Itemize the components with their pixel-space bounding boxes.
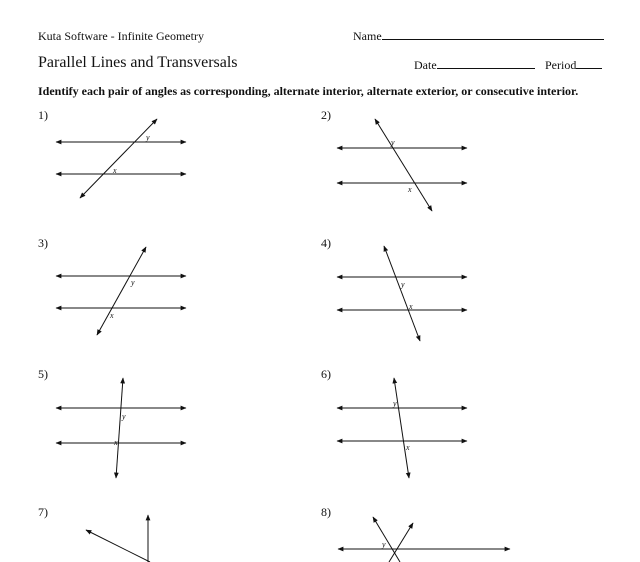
angle-label-y: y <box>382 540 386 549</box>
angle-label-x: x <box>406 443 410 452</box>
angle-label-y: y <box>401 280 405 289</box>
transversal-line <box>97 247 146 335</box>
transversal-line <box>116 378 123 478</box>
figure-1 <box>56 119 186 198</box>
angle-label-y: y <box>122 412 126 421</box>
angle-ray <box>86 530 150 562</box>
problem-number-7: 7) <box>38 505 48 519</box>
angle-label-y: y <box>393 399 397 408</box>
date-label: Date <box>414 58 437 72</box>
figure-7 <box>86 515 150 562</box>
problem-number-8: 8) <box>321 505 331 519</box>
crossing-line <box>373 517 400 562</box>
angle-label-y: y <box>146 133 150 142</box>
problem-number-6: 6) <box>321 367 331 381</box>
name-label: Name <box>353 29 382 43</box>
angle-label-y: y <box>131 278 135 287</box>
figure-8 <box>338 517 510 562</box>
angle-label-x: x <box>113 166 117 175</box>
angle-label-x: x <box>114 438 118 447</box>
figure-3 <box>56 247 186 335</box>
publisher-label: Kuta Software - Infinite Geometry <box>38 29 204 43</box>
instructions: Identify each pair of angles as corresponding, alternate interior, alternate exterior, or consecutive interior. <box>38 84 579 98</box>
angle-label-x: x <box>409 302 413 311</box>
worksheet-title: Parallel Lines and Transversals <box>38 54 238 71</box>
period-label: Period <box>545 58 577 72</box>
transversal-line <box>394 378 409 478</box>
problem-number-3: 3) <box>38 236 48 250</box>
crossing-line <box>389 523 413 562</box>
problem-number-1: 1) <box>38 108 48 122</box>
transversal-line <box>80 119 157 198</box>
figure-4 <box>337 246 467 341</box>
angle-label-y: y <box>391 138 395 147</box>
figure-5 <box>56 378 186 478</box>
transversal-line <box>375 119 432 211</box>
problem-number-2: 2) <box>321 108 331 122</box>
figure-2 <box>337 119 467 211</box>
figure-6 <box>337 378 467 478</box>
angle-label-x: x <box>110 311 114 320</box>
transversal-line <box>384 246 420 341</box>
problem-number-5: 5) <box>38 367 48 381</box>
angle-label-x: x <box>408 185 412 194</box>
problem-number-4: 4) <box>321 236 331 250</box>
